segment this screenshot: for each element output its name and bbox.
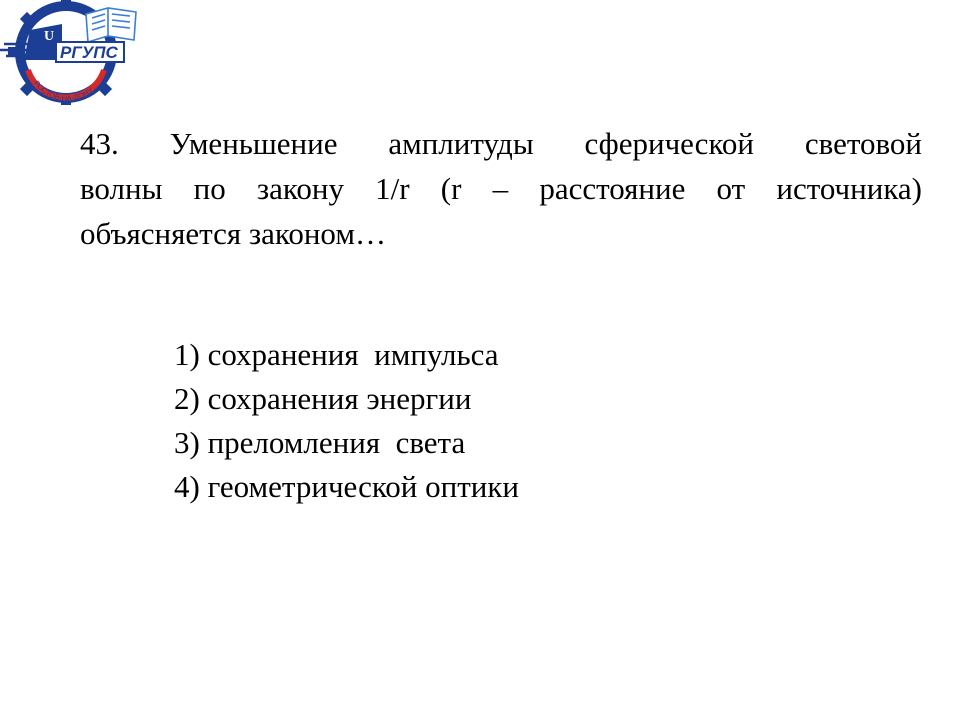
logo-abbreviation: РГУПС: [60, 43, 118, 62]
answer-option-4: 4) геометрической оптики: [174, 469, 520, 504]
university-logo: [0, 0, 142, 108]
question-line: объясняется законом…: [80, 216, 386, 251]
university-emblem-icon: [0, 0, 142, 108]
answer-option-1: 1) сохранения импульса: [174, 337, 499, 372]
question-line: 43. Уменьшение амплитуды сферической световой: [80, 126, 922, 161]
answer-option-2: 2) сохранения энергии: [174, 381, 472, 416]
logo-letter: U: [44, 29, 55, 44]
question-line: волны по закону 1/r (r – расстояние от источника): [80, 171, 922, 206]
question-text: [80, 121, 922, 256]
answer-list: [174, 333, 519, 509]
answer-option-3: 3) преломления света: [174, 425, 466, 460]
logo-city: РОСТОВ-НА-ДОНУ: [32, 78, 95, 103]
